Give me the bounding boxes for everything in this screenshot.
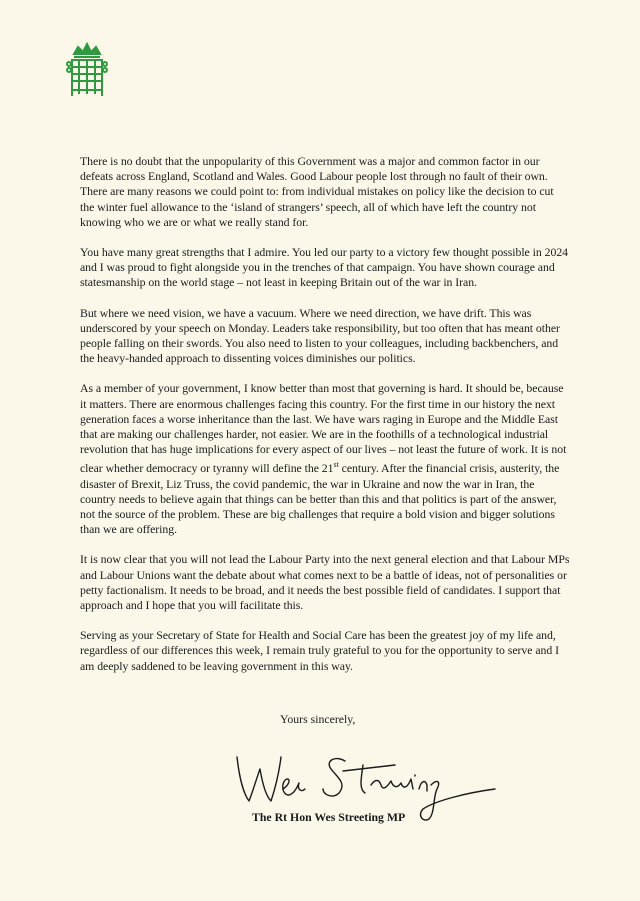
signatory-name: The Rt Hon Wes Streeting MP — [252, 810, 406, 824]
ordinal-suffix: st — [333, 460, 339, 470]
paragraph-3: But where we need vision, we have a vacuum. Where we need direction, we have drift. This was underscored by your speech on Monday. Leaders take responsibility, but too often that has meant other people falling on their swords. You also need to listen to your colleagues, including backbenchers, and the heavy-handed approach to dissenting voices diminishes our politics. — [80, 305, 560, 366]
paragraph-6: Serving as your Secretary of State for Health and Social Care has been the greatest joy of my life and, regardless of our differences this week, I remain truly grateful to you for the opportunity to serve and I am deeply saddened to be leaving government in this way. — [80, 628, 559, 673]
letter-body — [80, 154, 570, 689]
closing-salutation: Yours sincerely, — [280, 712, 356, 726]
paragraph-4: As a member of your government, I know better than most that governing is hard. It should be, because it matters. There are enormous challenges facing this country. For the first time in our history the next generation faces a worse inheritance than the last. We have wars raging in Europe and the Middle East that are making our challenges harder, not easier. We are in the foothills of a technological industrial revolution that has huge implications for every aspect of our lives – not least the future of work. It is not clear whether democracy or tyranny will define the 21st century. After the financial crisis, austerity, the disaster of Brexit, Liz Truss, the covid pandemic, the war in Ukraine and now the war in Iran, the country needs to believe again that things can be better than this and that politics is part of the answer, not the source of the problem. These are big challenges that require a bold vision and bigger solutions than we are offering. — [80, 381, 567, 537]
paragraph-2: You have many great strengths that I admire. You led our party to a victory few thought possible in 2024 and I was proud to fight alongside you in the trenches of that campaign. You have shown courage and statesmanship on the world stage – not least in keeping Britain out of the war in Iran. — [80, 245, 569, 290]
paragraph-1: There is no doubt that the unpopularity of this Government was a major and common factor in our defeats across England, Scotland and Wales. Good Labour people lost through no fault of their own. There are many reasons we could point to: from individual mistakes on policy like the decision to cut the winter fuel allowance to the ‘island of strangers’ speech, all of which have left the country not knowing who we are or what we really stand for. — [80, 154, 554, 229]
paragraph-5: It is now clear that you will not lead the Labour Party into the next general election and that Labour MPs and Labour Unions want the debate about what comes next to be a battle of ideas, not of personalities or petty factionalism. It needs to be broad, and it needs the best possible field of candidates. I support that approach and I hope that you will facilitate this. — [80, 552, 570, 612]
portcullis-crest-icon — [66, 40, 108, 102]
